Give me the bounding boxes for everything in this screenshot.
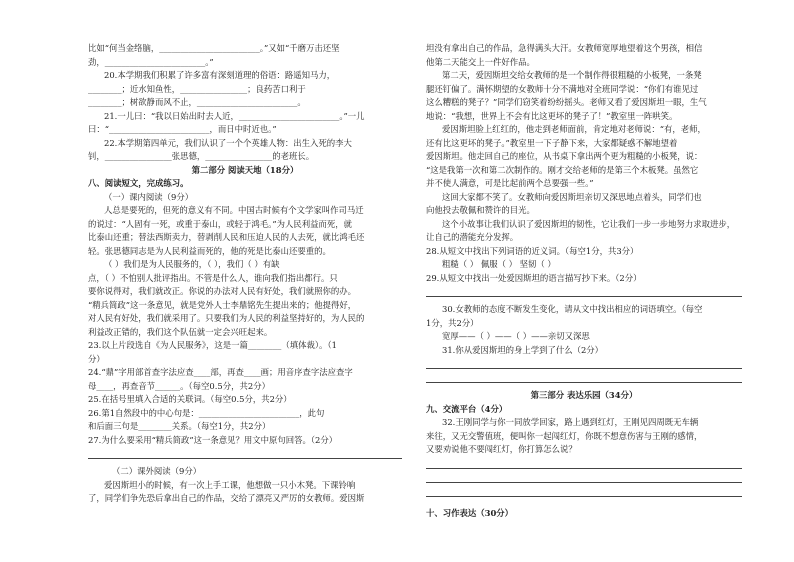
part-10-title: 十、习作表达（30分） xyxy=(426,507,514,518)
passage-line: 这个小故事让我们认识了爱因斯坦的韧性，它让我们一步一步地努力求取进步， xyxy=(442,218,736,229)
passage-line: 坦没有拿出自己的作品，急得满头大汗。女教师宽厚地望着这个男孩，相信 xyxy=(426,43,703,53)
passage-line: 了，同学们争先恐后拿出自己的作品，交给了漂亮又严厉的女教师。爱因斯 xyxy=(88,493,365,503)
passage-line: （ ）我们是为人民服务的，（ ），我们（ ）有缺 xyxy=(104,259,280,269)
passage-line: 的说过：“人固有一死，或重于泰山，或轻于鸿毛。”为人民利益而死，就 xyxy=(88,218,352,229)
question-28: 28.从短文中找出下列词语的近义词。（每空1分，共3分） xyxy=(426,245,639,256)
passage-line: 点，（ ）不怕别人批评指出。不管是什么人，谁向我们指出都行。只 xyxy=(88,272,338,283)
question-30-cont: 1分，共2分） xyxy=(426,317,479,328)
part-1-title: （一）课内阅读（9分） xyxy=(104,191,194,202)
answer-line xyxy=(426,357,742,369)
reading-heading: 八、阅读短文，完成练习。 xyxy=(88,178,189,188)
answer-line xyxy=(426,485,742,497)
question-32-cont: 来往，又无交警值班，便叫你一起闯红灯，你既不想意伤害与王刚的感情， xyxy=(426,430,703,441)
passage-line: 爱因斯坦小的时候，有一次上手工课，他想做一只小木凳。下课铃响 xyxy=(104,479,356,490)
passage-line: 利益改正错的，我们这个队伍就一定会兴旺起来。 xyxy=(88,326,273,337)
right-column xyxy=(426,42,742,520)
passage-line: 还有比这更坏的凳子。”教室里一下子静下来，大家都疑惑不解地望着 xyxy=(426,137,678,148)
passage-line: “精兵简政”这一条意见，就是党外人士李鼎铭先生提出来的；他提得好， xyxy=(88,299,357,310)
fill-line: 比如“何当金络脑，________________________。”又如“千磨万击还坚 xyxy=(88,43,340,53)
passage-line: 比泰山还重；替法西斯卖力，替剥削人民和压迫人民的人去死，就比鸿毛还 xyxy=(88,232,365,242)
passage-line: 并不使人满意，可是比起前两个总要强一些。” xyxy=(426,178,594,188)
passage-line: 轻。张思德同志是为人民利益而死的，他的死是比泰山还要重的。 xyxy=(88,245,331,256)
fill-line: 曰：“________________________，而日中时近也。” xyxy=(88,124,277,134)
question-27: 27.为什么要采用“精兵简政”这一条意见？用文中原句回答。（2分） xyxy=(88,434,338,445)
passage-line: “这是我第一次和第二次制作的。刚才交给老师的是第三个木板凳。虽然它 xyxy=(426,164,699,175)
part-9-title: 九、交流平台（4分） xyxy=(426,403,508,414)
answer-line xyxy=(88,447,402,459)
question-21: 21.一儿曰：“我以日始出时去人近，________________________。”一儿 xyxy=(104,110,365,121)
fill-line: 劲，________________________。” xyxy=(88,56,214,67)
passage-line: 腿还钉偏了。满怀期望的女教师十分不满地对全班同学说：“你们有谁见过 xyxy=(426,83,699,94)
question-23-cont: 分） xyxy=(88,353,105,364)
question-20: 20.本学期我们积累了许多富有深刻道理的俗语：路遥知马力， xyxy=(104,70,336,80)
question-26: 26.第1自然段中的中心句是：________________________，此句 xyxy=(88,407,325,418)
left-column xyxy=(88,42,402,506)
passage-line: 向他投去敬佩和赞许的目光。 xyxy=(426,205,535,215)
question-32: 32.王刚同学与你一同放学回家，路上遇到红灯，王刚见四周既无车辆 xyxy=(442,417,699,427)
answer-line xyxy=(426,457,742,469)
section-2-title: 第二部分 阅读天地（18分） xyxy=(191,164,299,175)
passage-line: 这么糟糕的凳子？”同学们窃笑着纷纷摇头。老师又看了爱因斯坦一眼，生气 xyxy=(426,97,707,107)
passage-line: 这回大家都不笑了。女教师向爱因斯坦亲切又深思地点着头，同学们也 xyxy=(442,191,702,202)
answer-line xyxy=(426,371,742,383)
fill-line: 钊，________________张思德，________________的老班长。 xyxy=(88,151,315,161)
question-22: 22.本学期第四单元，我们认识了一个个英雄人物：出生入死的李大 xyxy=(104,137,352,148)
passage-line: 爱因斯坦。他走回自己的座位，从书桌下拿出两个更为粗糙的小板凳，说： xyxy=(426,151,703,161)
passage-line: 要你说得对，我们就改正。你说的办法对人民有好处，我们就照你的办。 xyxy=(88,286,356,296)
question-30: 30.女教师的态度不断发生变化，请从文中找出相应的词语填空。（每空 xyxy=(442,304,703,314)
question-31: 31.你从爱因斯坦的身上学到了什么（2分） xyxy=(442,344,604,355)
answer-line xyxy=(426,471,742,483)
passage-line: 他第二天能交上一件好作品。 xyxy=(426,56,535,67)
question-25: 25.在括号里填入合适的关联词。（每空0.5分，共2分） xyxy=(88,394,292,404)
question-30-blanks: 宽厚——（ ）——（ ）——亲切又深思 xyxy=(442,331,590,341)
passage-line: 地说：“我想，世界上不会有比这更坏的凳子了！”教室里一阵哄笑。 xyxy=(426,110,678,121)
passage-line: 让自己的潜能充分发挥。 xyxy=(426,232,519,242)
part-2-title: （二）课外阅读（9分） xyxy=(112,466,202,476)
question-23: 23.以上片段选自《为人民服务》，这是一篇________（填体裁）。（1 xyxy=(88,340,337,350)
question-24: 24.“鼎”字用部首查字法应查____部，再查____画；用音序查字法应查字 xyxy=(88,367,353,377)
question-26-cont: 和后面三句是________关系。（每空1分，共2分） xyxy=(88,421,271,431)
passage-line: 爱因斯坦脸上红红的，他走到老师面前，肯定地对老师说：“有，老师， xyxy=(442,124,706,134)
fill-line: ________；近水知鱼性，________________；良药苦口利于 xyxy=(88,83,306,94)
passage-line: 人总是要死的，但死的意义有不同。中国古时候有个文学家叫作司马迁 xyxy=(104,205,364,215)
fill-line: ________；树欲静而风不止，________________________。 xyxy=(88,97,306,107)
question-32-cont: 又要劝说他不要闯红灯，你打算怎么说？ xyxy=(426,444,577,454)
passage-line: 对人民有好处，我们就采用了。只要我们为人民的利益坚持好的，为人民的 xyxy=(88,313,365,323)
answer-line xyxy=(426,285,742,297)
section-3-title: 第三部分 表达乐园（34分） xyxy=(530,390,638,400)
question-28-words: 粗糙（ ） 佩服（ ） 坚韧（ ） xyxy=(442,259,556,269)
question-29: 29.从短文中找出一处爱因斯坦的语言描写抄下来。（2分） xyxy=(426,272,642,283)
passage-line: 第二天，爱因斯坦交给女教师的是一个制作得很粗糙的小板凳，一条凳 xyxy=(442,70,702,80)
question-24-cont: 母____，再查音节______。（每空0.5分，共2分） xyxy=(88,380,270,391)
